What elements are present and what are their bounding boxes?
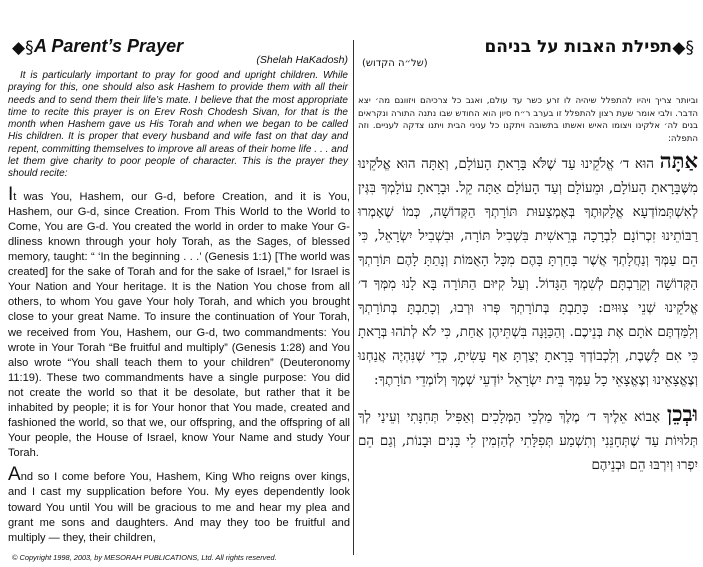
english-intro: It is particularly important to pray for good and upright children. While praying for this, one should also ask Hashem to provide them with all their needs and to send them their life’s mate. I believe that the most appropriate time to recite this prayer is on Erev Rosh Chodesh Sivan, for that is the month when Hashem gave us His Torah and when we began to be called His children. It is proper that every husband and wife fast on that day and repent, committing themselves to improve all areas of their home life . . . and let them give charity to poor people of character. This is the prayer they should recite: <box>8 70 348 180</box>
ornament-icon: ◆§ <box>12 38 34 58</box>
english-title: A Parent’s Prayer <box>34 36 184 56</box>
hebrew-intro <box>358 95 698 145</box>
hebrew-title: תפילת האבות על בניהם <box>484 37 672 57</box>
drop-cap: A <box>8 464 21 486</box>
column-divider <box>353 40 354 555</box>
hebrew-paragraph-2 <box>358 402 698 478</box>
hebrew-first-word: וּבְכֵן <box>666 401 698 427</box>
hebrew-intro-text: וביותר צריך ויהיו להתפלל שיהיה לו זרע כשר עד עולם, ואגב כל צרכיהם ויזווגם מה׳ יצא הדבר. ולבי אומר שעת רצון להתפלל זו בערב ר״ח סיון הוא החודש שבו נתנה התורה ונקראים בנים לה׳ אלקינו ויצומו האיש ואשתו בתשובה ויתקנו כל עניני הבית ויתנו צדקה לעניים. וזה התפלה: <box>358 96 698 144</box>
english-paragraph-2 <box>8 464 350 545</box>
hebrew-subtitle: (של״ה הקדוש) <box>362 58 428 69</box>
hebrew-paragraph-1 <box>358 149 698 392</box>
english-paragraph-1 <box>8 183 350 462</box>
english-column <box>8 36 350 546</box>
hebrew-title-row <box>358 36 698 60</box>
hebrew-paragraph-1-text: הוּא ד׳ אֱלֹקֵינוּ עַד שֶׁלֹּא בָּרָאתָ הָעוֹלָם, וְאַתָּה הוּא אֱלֹקֵינוּ מִשֶּׁבָּרָאתָ הָעוֹלָם, וּמֵעוֹלָם וְעַד הָעוֹלָם אַתָּה קֵל. וּבָרָאתָ עוֹלָמְךָ בִּגְּין לְאִשְׁתְּמוֹדְעָא אֱלָקוּתֶךָ בְּאֶמְצָעוּת תּוֹרָתְךָ הַקְּדוֹשָׁה, כְּמוֹ שֶׁאָמְרוּ רַבּוֹתֵינוּ זִכְרוֹנָם לִבְרָכָה בְּרֵאשִׁית בִּשְׁבִיל תּוֹרָה, וּבִשְׁבִיל יִשְׂרָאֵל, כִּי הֵם עַמְּךָ וְנַחֲלָתְךָ אֲשֶׁר בָּחַרְתָּ בָּהֶם מִכָּל הָאֻמּוֹת וְנָתַתָּ לָהֶם תּוֹרָתְךָ הַקְּדוֹשָׁה וְקֵרַבְתָּם לְשִׁמְךָ הַגָּדוֹל. וְעַל קִיּוּם הַתּוֹרָה בָּא לָנוּ מִמְּךָ ד׳ אֱלֹקֵינוּ שְׁנֵי צִוּוּיִם: כָּתַבְתָּ בְּתוֹרָתְךָ פְּרוּ וּרְבוּ, וְכָתַבְתָּ בְּתוֹרָתְךָ וְלִמַּדְתֶּם אֹתָם אֶת בְּנֵיכֶם. וְהַכַּוָּנָה בִּשְׁתֵּיהֶן אַחַת, כִּי לֹא לְתֹהוּ בְּרָאתָ כִּי אִם לָשֶׁבֶת, וְלִכְבוֹדְךָ בָּרָאתָ יְצַרְתָּ אַף עָשִׂיתָ, כְּדֵי שֶׁנִּהְיֶה אֲנַחְנוּ וְצֶאֱצָאֵינוּ וְצֶאֱצָאֵי כָל עַמְּךָ בֵּית יִשְׂרָאֵל יוֹדְעֵי שְׁמֶךָ וְלוֹמְדֵי תוֹרָתֶךָ: <box>358 157 698 388</box>
english-title-row <box>8 36 350 60</box>
hebrew-column <box>358 36 698 478</box>
english-subtitle: (Shelah HaKadosh) <box>256 54 348 66</box>
hebrew-paragraph-2-text: אָבוֹא אֵלֶיךָ ד׳ מֶלֶךְ מַלְכֵי הַמְּלָכִים וְאַפִּיל תְּחִנָּתִי וְעֵינַי לְךָ תְּלוּיוֹת עַד שֶׁתְּחָנֵּנִי וְתִשְׁמַע תְּפִלָּתִי לְהַזְמִין לִי בָּנִים וּבָנוֹת, וְגַם הֵם יִפְרוּ וְיִרְבּוּ הֵם וּבְנֵיהֶם <box>358 410 698 474</box>
hebrew-first-word: אַתָּה <box>659 148 698 174</box>
copyright-notice: © Copyright 1998, 2003, by MESORAH PUBLICATIONS, Ltd. All rights reserved. <box>12 553 277 562</box>
english-paragraph-1-text: t was You, Hashem, our G-d, before Creation, and it is You, Hashem, our G-d, since Creation. From This World to the World to Come, You are G-d. You created the world in order to make Your G-dliness known through your holy Torah, as the Sages, of blessed memory, taught: “ ‘In the beginning . . .’ (Genesis 1:1) [The world was created] for the sake of Torah and for the sake of Israel,” for Israel is Your Nation and Your heritage. It is the Nation You chose from all others, to whom You gave Your holy Torah, and which you brought close to your great Name. To insure the continuation of Your Torah, we received from You, Hashem, our G-d, two commandments: You wrote in Your Torah “Be fruitful and multiply” (Genesis 1:28) and You also wrote “You shall teach them to your children” (Deuteronomy 11:19). These two commandments have a single purpose: You did not create the world so that it be desolate, but rather that it be inhabited by people; it is for Your honor that You made, created and fashioned the world, so that we, our offspring, and the offspring of all Your people, the House of Israel, know Your Name and study Your Torah. <box>8 190 350 460</box>
english-paragraph-2-text: nd so I come before You, Hashem, King Who reigns over kings, and I cast my supplication before You. My eyes dependently look toward You until You will be gracious to me and hear my plea and grant me sons and daughters. And may they too be fruitful and multiply — they, their children, <box>8 471 350 544</box>
drop-cap: I <box>8 183 14 205</box>
ornament-icon: §◆ <box>672 38 694 58</box>
